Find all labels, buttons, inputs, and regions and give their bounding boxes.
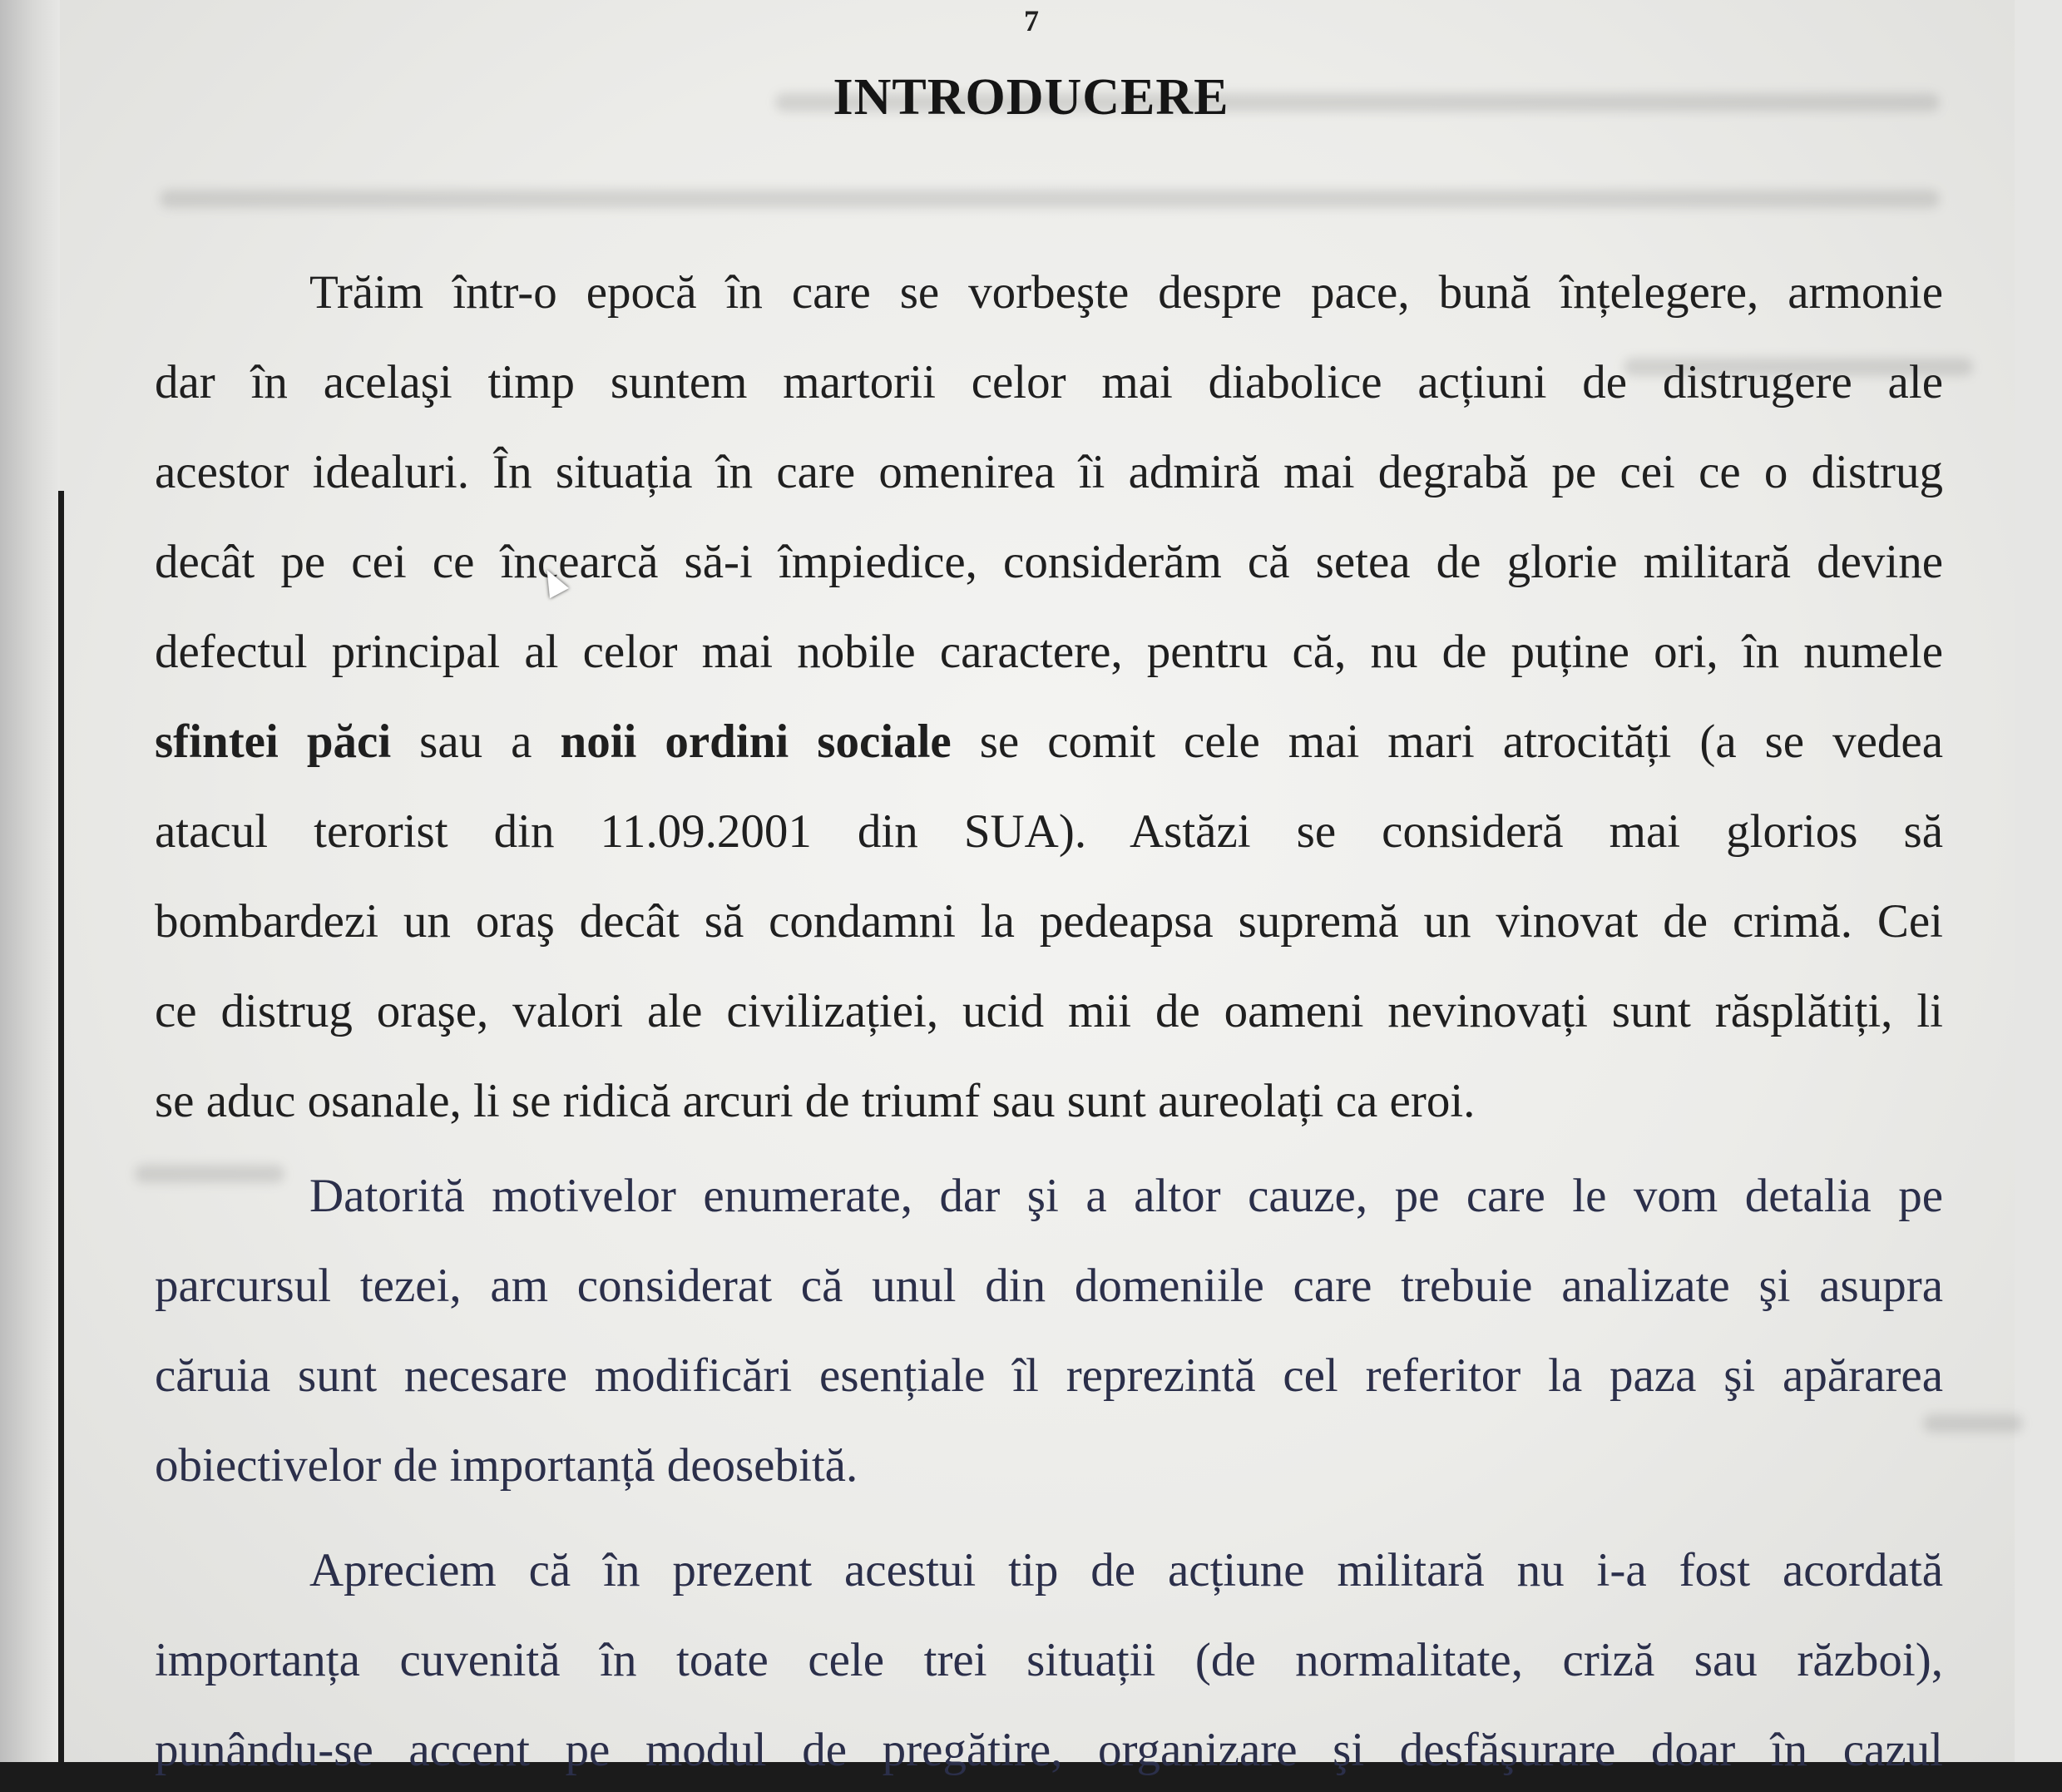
paragraph2-line3: căruia sunt necesare modificări esențiale îl reprezintă cel referitor la paza şi apărarea: [155, 1349, 1943, 1402]
paragraph2-line2: parcursul tezei, am considerat că unul din domeniile care trebuie analizate şi asupra: [155, 1260, 1943, 1312]
paragraph1-line1: Trăim într-o epocă în care se vorbeşte despre pace, bună înțelegere, armonie: [309, 266, 1943, 319]
paragraph1-line6: [155, 717, 1943, 767]
paragraph3-line2: importanța cuvenită în toate cele trei situații (de normalitate, criză sau război),: [155, 1634, 1943, 1686]
paragraph1-line3: acestor idealuri. În situația în care omenirea îi admiră mai degrabă pe cei ce o distrug: [155, 446, 1943, 498]
paragraph1-line5: defectul principal al celor mai nobile caractere, pentru că, nu de puține ori, în numele: [155, 626, 1943, 678]
line-text: se comit cele mai mari atrocități (a se vedea: [951, 715, 1944, 768]
page-edge: [58, 491, 64, 1764]
bold-phrase: sfintei păci: [155, 715, 392, 768]
bleed-through-line: [1923, 1414, 2023, 1433]
bleed-through-line: [160, 190, 1940, 208]
paragraph3-line1: Apreciem că în prezent acestui tip de acțiune militară nu i-a fost acordată: [309, 1544, 1943, 1596]
paragraph2-line1: Datorită motivelor enumerate, dar şi a altor cauze, pe care le vom detalia pe: [309, 1170, 1943, 1222]
paragraph3-line3: punându-se accent pe modul de pregătire, organizare şi desfăşurare doar în cazul: [155, 1724, 1943, 1776]
page-title: INTRODUCERE: [833, 69, 1229, 126]
paragraph1-line9: ce distrug oraşe, valori ale civilizației, ucid mii de oameni nevinovați sunt răsplătiți, li: [155, 985, 1943, 1037]
paragraph1-line10: se aduc osanale, li se ridică arcuri de triumf sau sunt aureolați ca eroi.: [155, 1075, 1476, 1127]
document-page: [60, 0, 2015, 1762]
paragraph1-line7: atacul terorist din 11.09.2001 din SUA). Astăzi se consideră mai glorios să: [155, 805, 1943, 858]
paragraph1-line4: decât pe cei ce încearcă să-i împiedice, considerăm că setea de glorie militară devine: [155, 536, 1943, 588]
page-number: 7: [1024, 4, 1039, 37]
bleed-through-line: [135, 1165, 284, 1183]
paragraph1-line8: bombardezi un oraş decât să condamni la pedeapsa supremă un vinovat de crimă. Cei: [155, 895, 1943, 948]
paragraph1-line2: dar în acelaşi timp suntem martorii celor mai diabolice acțiuni de distrugere ale: [155, 356, 1943, 408]
paragraph2-line4: obiectivelor de importanță deosebită.: [155, 1439, 858, 1492]
bold-phrase: noii ordini sociale: [560, 715, 952, 768]
line-text: sau a: [391, 715, 561, 768]
